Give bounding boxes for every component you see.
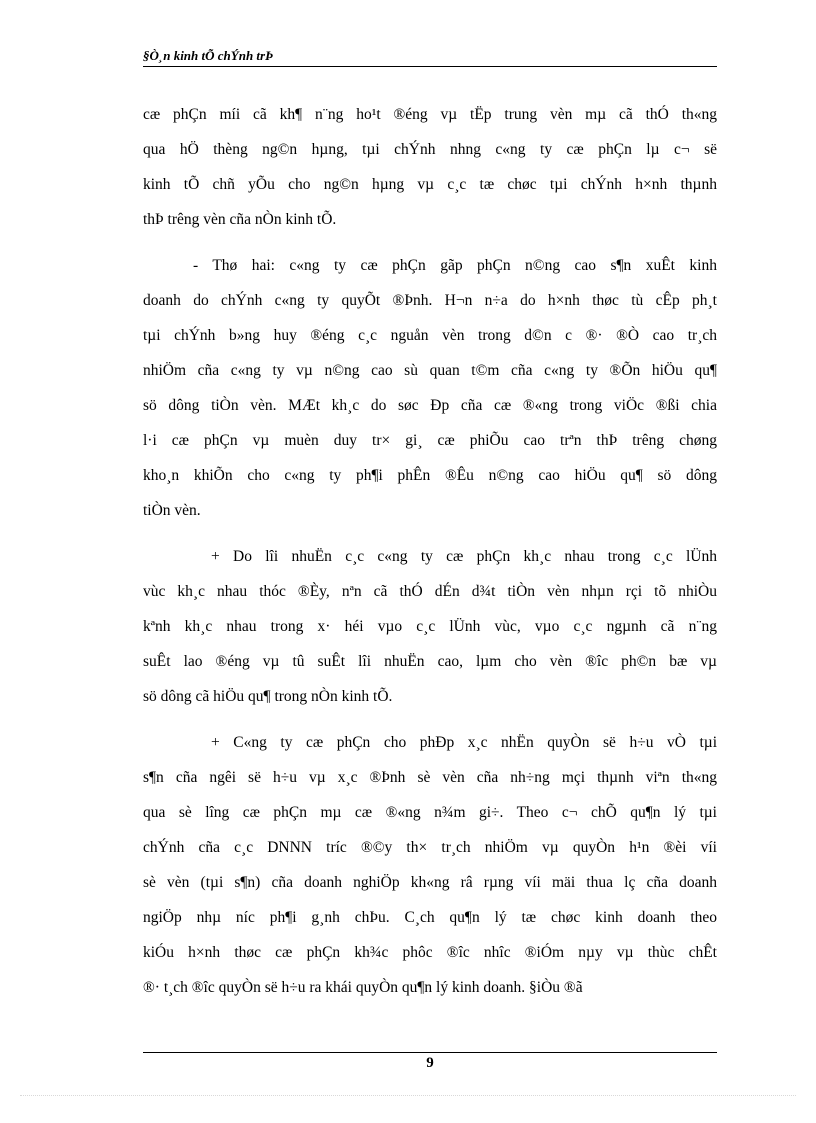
text-line: suÊt lao ®éng vµ tû suÊt lîi nhuËn cao, lµm cho vèn ®îc ph©n bæ vµ xyxy=(143,653,717,670)
text-line: sè vèn (tµi s¶n) cña doanh nghiÖp kh«ng râ rµng víi mäi thua lç cña doanh xyxy=(143,874,717,891)
footer-rule xyxy=(143,1052,717,1053)
text-line: sö dông tiÒn vèn. MÆt kh¸c do søc Ðp cña cæ ®«ng trong viÖc ®ßi chia xyxy=(143,397,717,414)
text-line: thÞ trêng vèn cña nÒn kinh tÕ. xyxy=(143,211,337,228)
text-line: s¶n cña ngêi së h÷u vµ x¸c ®Þnh sè vèn cña nh÷ng mçi thµnh viªn th«ng xyxy=(143,769,717,786)
text-line: tiÒn vèn. xyxy=(143,502,201,519)
paragraph xyxy=(143,725,717,1005)
paragraph-gap xyxy=(143,528,717,539)
page-number: 9 xyxy=(426,1055,434,1071)
text-line: + C«ng ty cæ phÇn cho phÐp x¸c nhËn quyÒn së h÷u vÒ tµi xyxy=(211,734,717,751)
text-line: kªnh kh¸c nhau trong x· héi vµo c¸c lÜnh vùc, vµo c¸c ngµnh cã n¨ng xyxy=(143,618,717,635)
text-line: kho¸n khiÕn cho c«ng ty ph¶i phÊn ®Êu n©ng cao hiÖu qu¶ sö dông xyxy=(143,467,717,484)
text-line: + Do lîi nhuËn c¸c c«ng ty cæ phÇn kh¸c nhau trong c¸c lÜnh xyxy=(211,548,717,565)
text-line: chÝnh cña c¸c DNNN tríc ®©y th× tr¸ch nhiÖm vµ quyÒn h¹n ®èi víi xyxy=(143,839,717,856)
text-line: vùc kh¸c nhau thóc ®Èy, nªn cã thÓ dÉn d¾t tiÒn vèn nhµn rçi tõ nhiÒu xyxy=(143,583,717,600)
text-line: cæ phÇn míi cã kh¶ n¨ng ho¹t ®éng vµ tËp trung vèn mµ cã thÓ th«ng xyxy=(143,106,717,123)
text-line: sö dông cã hiÖu qu¶ trong nÒn kinh tÕ. xyxy=(143,688,393,705)
running-header: §Ò¸n kinh tÕ chÝnh trÞ xyxy=(143,48,274,63)
page-bottom-border xyxy=(20,1095,796,1096)
paragraph-gap xyxy=(143,237,717,248)
paragraph xyxy=(143,248,717,528)
text-line: kiÓu h×nh thøc cæ phÇn kh¾c phôc ®îc nhîc ®iÓm nµy vµ thùc chÊt xyxy=(143,944,717,961)
paragraph-gap xyxy=(143,714,717,725)
header-rule xyxy=(143,66,717,67)
text-line: tµi chÝnh b»ng huy ®éng c¸c nguån vèn trong d©n c ®· ®Ò cao tr¸ch xyxy=(143,327,717,344)
text-line: l·i cæ phÇn vµ muèn duy tr× gi¸ cæ phiÕu cao trªn thÞ trêng chøng xyxy=(143,432,717,449)
text-line: ®· t¸ch ®îc quyÒn së h÷u ra khái quyÒn qu¶n lý kinh doanh. §iÒu ®ã xyxy=(143,979,583,996)
text-line: nhiÖm cña c«ng ty vµ n©ng cao sù quan t©m cña c«ng ty ®Õn hiÖu qu¶ xyxy=(143,362,717,379)
text-line: qua sè lîng cæ phÇn mµ cæ ®«ng n¾m gi÷. Theo c¬ chÕ qu¶n lý tµi xyxy=(143,804,717,821)
body-text xyxy=(143,97,717,1005)
text-line: - Thø hai: c«ng ty cæ phÇn gãp phÇn n©ng cao s¶n xuÊt kinh xyxy=(193,257,717,274)
text-line: kinh tÕ chñ yÕu cho ng©n hµng vµ c¸c tæ chøc tµi chÝnh h×nh thµnh xyxy=(143,176,717,193)
text-line: ngiÖp nhµ níc ph¶i g¸nh chÞu. C¸ch qu¶n lý tæ chøc kinh doanh theo xyxy=(143,909,717,926)
paragraph xyxy=(143,97,717,237)
text-line: qua hÖ thèng ng©n hµng, tµi chÝnh nhng c«ng ty cæ phÇn lµ c¬ së xyxy=(143,141,717,158)
text-line: doanh do chÝnh c«ng ty quyÕt ®Þnh. H¬n n÷a do h×nh thøc tù cÊp ph¸t xyxy=(143,292,717,309)
paragraph xyxy=(143,539,717,714)
